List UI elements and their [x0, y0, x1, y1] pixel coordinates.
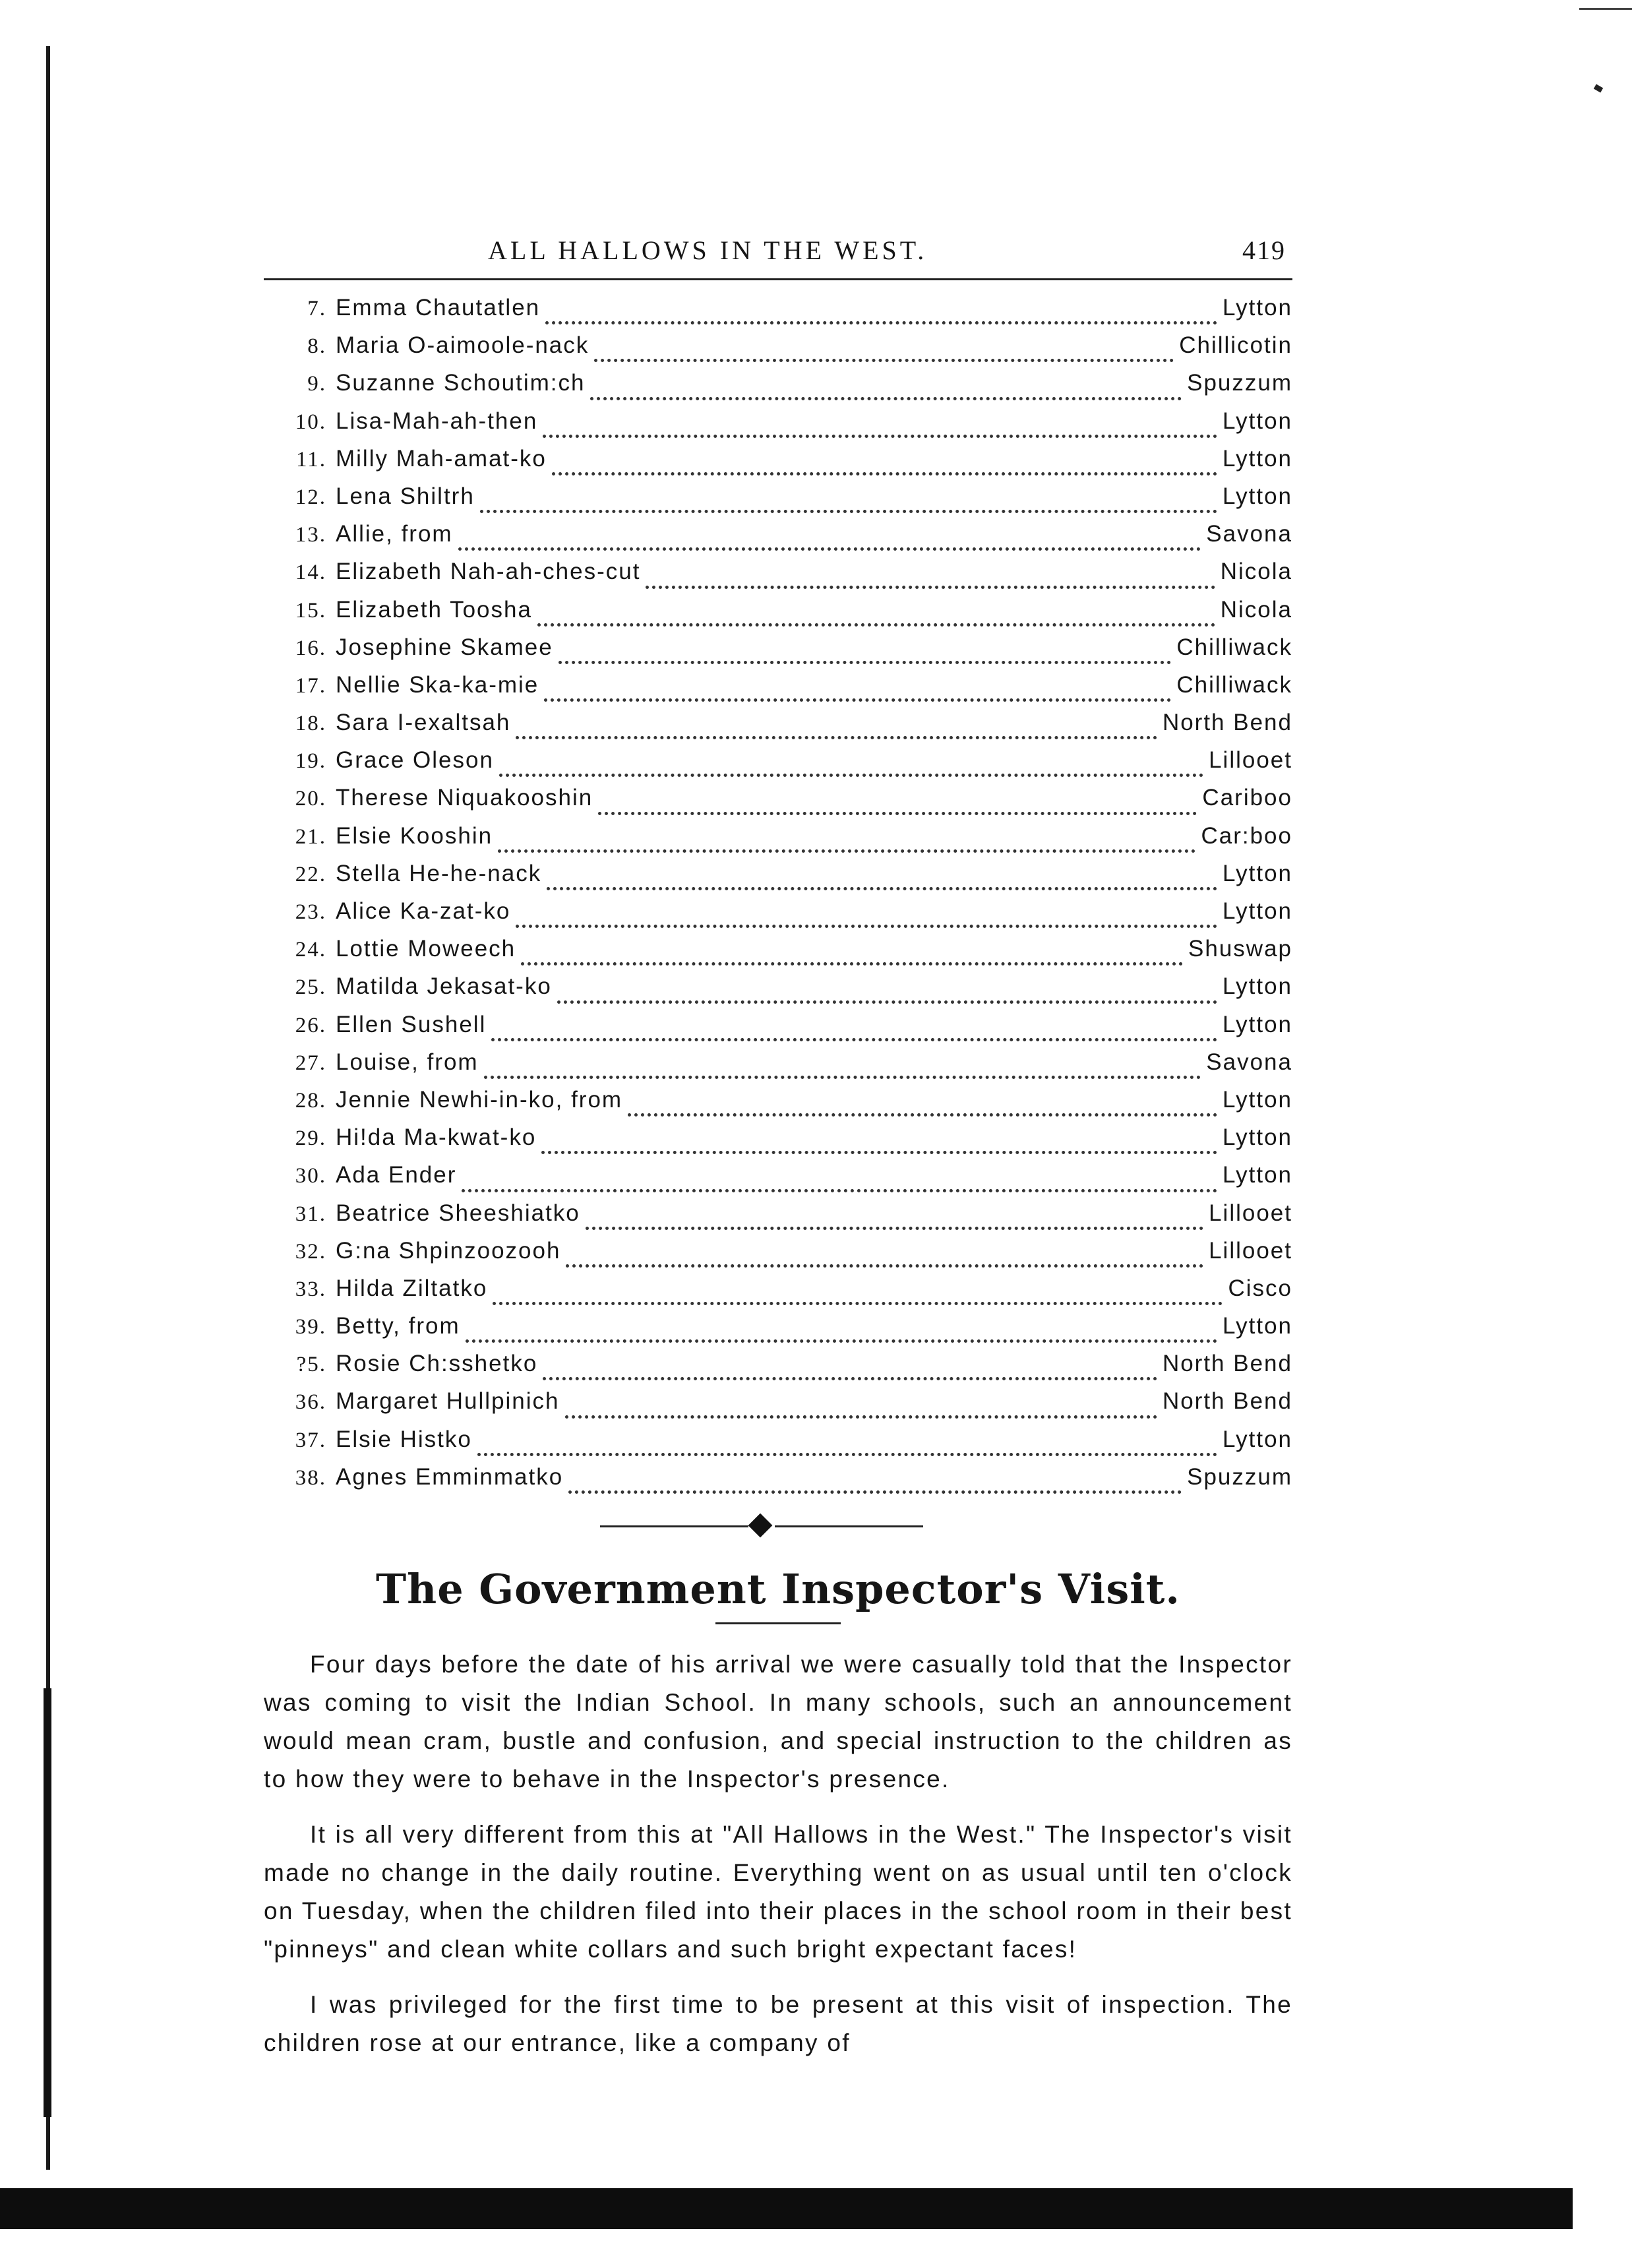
- student-place: Lillooet: [1209, 1200, 1292, 1226]
- student-place: Lytton: [1222, 1162, 1292, 1188]
- roster-row: [264, 672, 1292, 710]
- student-place: North Bend: [1162, 1388, 1292, 1415]
- ornament-line-right: [775, 1525, 923, 1527]
- student-name: Grace Oleson: [336, 747, 494, 774]
- dot-leader: [458, 547, 1201, 551]
- dot-leader: [646, 586, 1215, 589]
- student-roster: [264, 295, 1292, 1502]
- roster-row: [264, 1464, 1292, 1502]
- student-name: Lisa-Mah-ah-then: [336, 408, 538, 434]
- scan-edge-left-thick: [44, 1688, 51, 2117]
- student-place: North Bend: [1162, 710, 1292, 736]
- roster-number: 7.: [307, 297, 326, 321]
- student-name: Lottie Moweech: [336, 936, 516, 962]
- student-name: Suzanne Schoutim:ch: [336, 370, 586, 396]
- roster-row: [264, 1124, 1292, 1162]
- roster-number: 21.: [295, 824, 326, 849]
- student-name: Agnes Emminmatko: [336, 1463, 564, 1490]
- roster-row: [264, 710, 1292, 747]
- scan-mark-top-right: [1594, 84, 1603, 93]
- dot-leader: [498, 849, 1195, 853]
- diamond-icon: [748, 1514, 773, 1538]
- roster-number: 37.: [295, 1428, 326, 1452]
- page-number: 419: [1242, 235, 1286, 265]
- dot-leader: [559, 661, 1172, 664]
- roster-number: 22.: [295, 862, 326, 886]
- student-name: Sara I-exaltsah: [336, 710, 511, 736]
- roster-row: [264, 1351, 1292, 1388]
- paragraph-3: I was privileged for the first time to be present at this visit of inspection. The children rose at our entrance, like a company of: [264, 1991, 1292, 2056]
- student-place: Lillooet: [1209, 1237, 1292, 1264]
- student-place: Car:boo: [1201, 822, 1292, 849]
- student-place: Cisco: [1228, 1275, 1292, 1301]
- roster-number: 11.: [295, 447, 326, 472]
- student-place: Lytton: [1222, 483, 1292, 509]
- paragraph-2: It is all very different from this at "All Hallows in the West." The Inspector's visit made no change in the daily routine. Everything went on as usual until ten o'clock on Tuesday, when the children filed into their places in the school room in their best "pinneys" and clean white collars and such bright expectant faces!: [264, 1821, 1292, 1963]
- page: [264, 231, 1292, 2079]
- roster-row: [264, 785, 1292, 822]
- roster-row: [264, 1012, 1292, 1049]
- dot-leader: [521, 962, 1183, 965]
- roster-row: [264, 1426, 1292, 1464]
- student-name: Beatrice Sheeshiatko: [336, 1200, 580, 1226]
- roster-row: [264, 559, 1292, 596]
- dot-leader: [466, 1339, 1217, 1343]
- roster-row: [264, 483, 1292, 521]
- student-place: Savona: [1206, 1049, 1292, 1075]
- student-place: Lillooet: [1209, 747, 1292, 774]
- student-place: Lytton: [1222, 1426, 1292, 1452]
- dot-leader: [480, 510, 1217, 513]
- roster-number: 26.: [295, 1013, 326, 1037]
- section-title: The Government Inspector's Visit.: [375, 1565, 1181, 1613]
- roster-number: 20.: [295, 787, 326, 811]
- roster-number: 32.: [295, 1239, 326, 1264]
- roster-row: [264, 936, 1292, 973]
- roster-row: [264, 1388, 1292, 1426]
- roster-row: [264, 1275, 1292, 1313]
- roster-number: 24.: [295, 938, 326, 962]
- student-place: Lytton: [1222, 445, 1292, 472]
- student-name: G:na Shpinzoozooh: [336, 1237, 561, 1264]
- scan-rule-top-right: [1579, 8, 1632, 10]
- roster-row: [264, 521, 1292, 559]
- running-head: [264, 231, 1292, 270]
- student-name: Stella He-he-nack: [336, 860, 542, 886]
- roster-number: 31.: [295, 1202, 326, 1226]
- student-name: Elsie Histko: [336, 1426, 472, 1452]
- roster-number: 23.: [295, 900, 326, 924]
- dot-leader: [568, 1490, 1182, 1494]
- roster-row: [264, 898, 1292, 936]
- dot-leader: [565, 1415, 1157, 1419]
- student-place: Cariboo: [1202, 785, 1292, 811]
- roster-number: 9.: [307, 372, 326, 396]
- dot-leader: [544, 698, 1171, 702]
- student-name: Margaret Hullpinich: [336, 1388, 560, 1415]
- student-place: Savona: [1206, 521, 1292, 547]
- dot-leader: [477, 1453, 1217, 1456]
- student-name: Lena Shiltrh: [336, 483, 475, 509]
- dot-leader: [516, 925, 1217, 928]
- roster-row: [264, 973, 1292, 1011]
- dot-leader: [586, 1227, 1203, 1230]
- title-rule: [715, 1622, 841, 1624]
- student-place: Lytton: [1222, 898, 1292, 924]
- student-name: Ada Ender: [336, 1162, 457, 1188]
- roster-number: 17.: [295, 673, 326, 698]
- roster-row: [264, 1200, 1292, 1238]
- running-title: ALL HALLOWS IN THE WEST.: [488, 235, 928, 265]
- student-name: Matilda Jekasat-ko: [336, 973, 552, 1000]
- roster-number: 15.: [295, 598, 326, 623]
- student-name: Jennie Newhi-in-ko, from: [336, 1086, 623, 1113]
- scan-bar-bottom: [0, 2188, 1573, 2229]
- student-name: Therese Niquakooshin: [336, 785, 593, 811]
- roster-row: [264, 597, 1292, 634]
- roster-number: 39.: [295, 1315, 326, 1339]
- student-place: Spuzzum: [1187, 370, 1292, 396]
- student-name: Rosie Ch:sshetko: [336, 1351, 538, 1377]
- dot-leader: [594, 359, 1174, 362]
- student-name: Maria O-aimoole-nack: [336, 332, 589, 359]
- roster-number: 10.: [295, 410, 326, 434]
- student-place: Lytton: [1222, 1313, 1292, 1339]
- roster-row: [264, 1313, 1292, 1351]
- dot-leader: [598, 812, 1197, 815]
- roster-number: 18.: [295, 712, 326, 736]
- roster-number: 29.: [295, 1126, 326, 1151]
- roster-number: 12.: [295, 485, 326, 509]
- student-place: Spuzzum: [1187, 1463, 1292, 1490]
- student-name: Louise, from: [336, 1049, 479, 1075]
- student-name: Nellie Ska-ka-mie: [336, 671, 539, 698]
- roster-row: [264, 823, 1292, 861]
- roster-number: 27.: [295, 1051, 326, 1075]
- student-name: Betty, from: [336, 1313, 460, 1339]
- student-name: Elsie Kooshin: [336, 822, 493, 849]
- roster-number: 13.: [295, 523, 326, 547]
- student-place: Lytton: [1222, 860, 1292, 886]
- dot-leader: [543, 1377, 1157, 1380]
- dot-leader: [543, 435, 1217, 438]
- student-name: Hilda Ziltatko: [336, 1275, 488, 1301]
- roster-number: 25.: [295, 975, 326, 1000]
- student-place: Lytton: [1222, 973, 1292, 1000]
- dot-leader: [557, 1000, 1217, 1004]
- roster-row: [264, 295, 1292, 332]
- roster-row: [264, 634, 1292, 672]
- student-name: Elizabeth Toosha: [336, 596, 532, 623]
- dot-leader: [545, 321, 1217, 324]
- student-name: Josephine Skamee: [336, 634, 553, 660]
- student-name: Hi!da Ma-kwat-ko: [336, 1124, 537, 1151]
- roster-row: [264, 861, 1292, 898]
- dot-leader: [499, 774, 1203, 777]
- roster-row: [264, 370, 1292, 408]
- dot-leader: [537, 623, 1215, 627]
- roster-row: [264, 446, 1292, 483]
- student-place: North Bend: [1162, 1351, 1292, 1377]
- student-place: Nicola: [1220, 559, 1292, 585]
- student-place: Lytton: [1222, 1124, 1292, 1151]
- student-name: Elizabeth Nah-ah-ches-cut: [336, 559, 641, 585]
- roster-number: 36.: [295, 1390, 326, 1415]
- student-name: Alice Ka-zat-ko: [336, 898, 511, 924]
- roster-row: [264, 1049, 1292, 1087]
- roster-number: 14.: [295, 561, 326, 585]
- section-ornament: [264, 1508, 1292, 1545]
- dot-leader: [628, 1113, 1217, 1117]
- student-place: Chillicotin: [1179, 332, 1292, 359]
- roster-row: [264, 1162, 1292, 1200]
- dot-leader: [552, 472, 1217, 475]
- paragraph-1: Four days before the date of his arrival we were casually told that the Inspector was coming to visit the Indian School. In many schools, such an announcement would mean cram, bustle and confusion, and special instruction to the children as to how they were to behave in the Inspector's presence.: [264, 1651, 1292, 1793]
- head-rule: [264, 278, 1292, 280]
- roster-number: 8.: [307, 334, 326, 359]
- roster-row: [264, 408, 1292, 446]
- roster-number: ?5.: [296, 1353, 326, 1377]
- roster-number: 30.: [295, 1164, 326, 1188]
- roster-number: 19.: [295, 749, 326, 774]
- dot-leader: [516, 736, 1157, 739]
- dot-leader: [547, 887, 1217, 890]
- roster-row: [264, 747, 1292, 785]
- dot-leader: [590, 397, 1182, 400]
- roster-number: 38.: [295, 1465, 326, 1490]
- student-place: Lytton: [1222, 295, 1292, 321]
- student-place: Nicola: [1220, 596, 1292, 623]
- student-name: Ellen Sushell: [336, 1011, 487, 1037]
- student-name: Milly Mah-amat-ko: [336, 445, 547, 472]
- roster-row: [264, 332, 1292, 370]
- student-place: Lytton: [1222, 408, 1292, 434]
- student-place: Lytton: [1222, 1086, 1292, 1113]
- roster-row: [264, 1087, 1292, 1124]
- ornament-line-left: [600, 1525, 748, 1527]
- roster-number: 28.: [295, 1088, 326, 1113]
- dot-leader: [484, 1076, 1201, 1079]
- student-place: Lytton: [1222, 1011, 1292, 1037]
- roster-row: [264, 1238, 1292, 1275]
- dot-leader: [493, 1302, 1223, 1305]
- student-place: Chilliwack: [1176, 634, 1292, 660]
- student-name: Allie, from: [336, 521, 453, 547]
- roster-number: 33.: [295, 1277, 326, 1301]
- roster-number: 16.: [295, 636, 326, 660]
- student-place: Chilliwack: [1176, 671, 1292, 698]
- dot-leader: [491, 1038, 1217, 1041]
- dot-leader: [566, 1264, 1203, 1268]
- dot-leader: [462, 1189, 1217, 1192]
- dot-leader: [541, 1151, 1217, 1154]
- student-place: Shuswap: [1188, 936, 1292, 962]
- student-name: Emma Chautatlen: [336, 295, 541, 321]
